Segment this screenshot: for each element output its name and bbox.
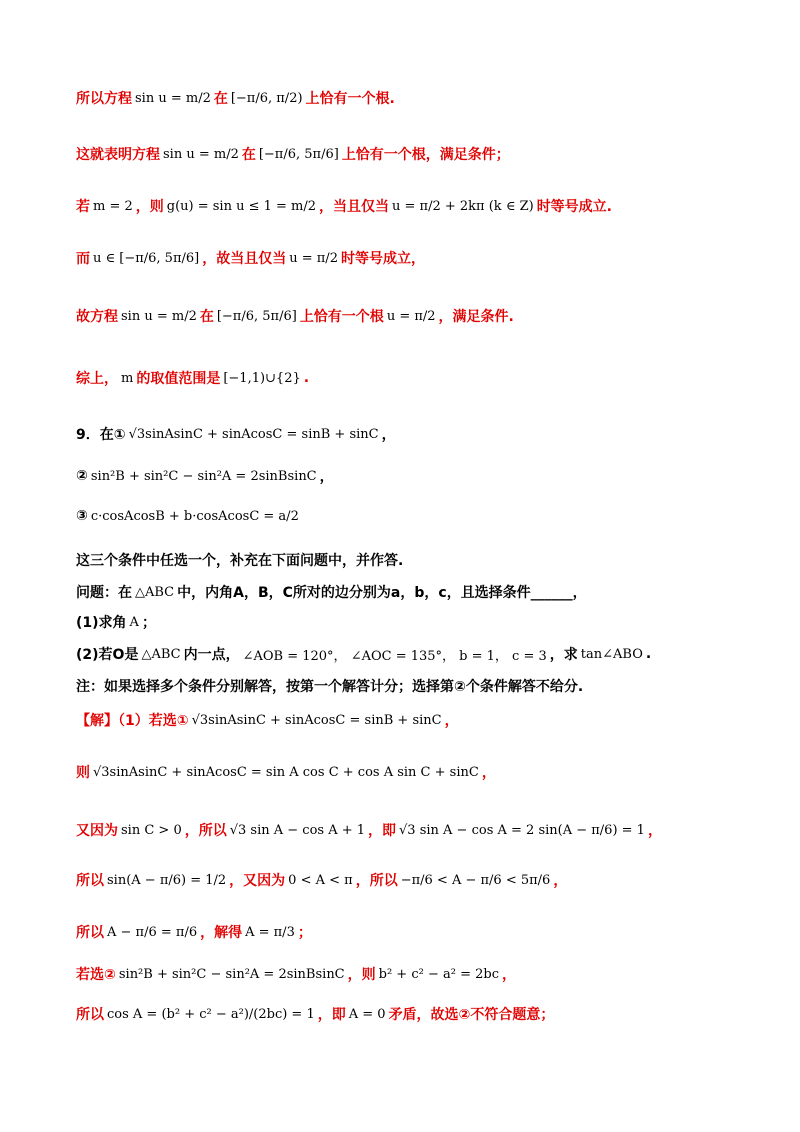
math-expression: [−1,1)∪{2} <box>223 370 301 386</box>
solution-line <box>76 762 496 782</box>
line-text: 在 <box>213 91 228 107</box>
line-text: ，则 <box>347 967 376 983</box>
line-text: ，则 <box>135 199 164 215</box>
math-expression: A = 0 <box>348 1006 386 1022</box>
line-text: ，满足条件. <box>438 309 514 325</box>
line-text: 9．在① <box>76 427 126 443</box>
line-text: 注：如果选择多个条件分别解答，按第一个解答计分；选择第②个条件解答不给分. <box>76 679 584 695</box>
math-expression: A <box>129 614 139 630</box>
math-expression: m <box>121 370 134 386</box>
line-text: . <box>645 646 652 662</box>
question-line <box>76 424 396 444</box>
line-text: 又因为 <box>76 823 118 839</box>
line-text: ，又因为 <box>229 873 286 889</box>
line-text: 若选② <box>76 967 116 983</box>
line-text: ，即 <box>317 1007 346 1023</box>
line-text: 而 <box>76 251 90 267</box>
solution-line <box>76 820 662 840</box>
solution-line <box>76 1004 554 1024</box>
math-expression: tan∠ABO <box>580 646 643 662</box>
math-expression: sin²B + sin²C − sin²A = 2sinBsinC <box>118 966 345 982</box>
line-text: ，解得 <box>200 925 243 941</box>
math-expression: △ABC <box>135 584 175 600</box>
question-line <box>76 612 156 632</box>
math-expression: √3 sin A − cos A + 1 <box>229 822 366 838</box>
text-line <box>76 306 514 326</box>
math-expression: u = π/2 <box>386 308 436 324</box>
line-text: ， <box>481 765 496 781</box>
line-text: 在 <box>199 309 214 325</box>
text-line <box>76 248 425 268</box>
line-text: (2)若O是 <box>76 647 139 663</box>
line-text: ， <box>444 713 459 729</box>
math-expression: sin(A − π/6) = 1/2 <box>107 872 227 888</box>
math-expression: u = π/2 + 2kπ (k ∈ Z) <box>392 198 534 214</box>
math-expression: cos A = (b² + c² − a²)/(2bc) = 1 <box>107 1006 315 1022</box>
math-expression: b² + c² − a² = 2bc <box>378 966 499 982</box>
line-text: 则 <box>76 765 90 781</box>
solution-line <box>76 710 459 730</box>
line-text: 问题：在 <box>76 585 132 601</box>
line-text: ，所以 <box>355 873 398 889</box>
line-text: 在 <box>241 147 256 163</box>
line-text: 【解】（1）若选① <box>76 713 189 729</box>
text-line <box>76 88 395 108</box>
question-line <box>76 550 403 570</box>
line-text: 上恰有一个根，满足条件； <box>341 147 510 163</box>
line-text: ， <box>647 823 662 839</box>
line-text: 所以 <box>76 873 104 889</box>
math-expression: √3 sin A − cos A = 2 sin(A − π/6) = 1 <box>399 822 645 838</box>
solution-line <box>76 922 312 942</box>
question-line <box>76 466 334 486</box>
line-text: ， <box>553 873 568 889</box>
solution-line <box>76 870 567 890</box>
math-expression: [−π/6, π/2) <box>230 90 303 106</box>
math-expression: sin u = m/2 <box>135 90 211 106</box>
text-line <box>76 368 309 388</box>
math-expression: c·cosAcosB + b·cosAcosC = a/2 <box>90 508 299 524</box>
question-line <box>76 644 651 664</box>
math-expression: [−π/6, 5π/6] <box>258 146 339 162</box>
text-line <box>76 144 510 164</box>
math-expression: A − π/6 = π/6 <box>107 924 198 940</box>
question-line <box>76 508 302 524</box>
line-text: 若 <box>76 199 90 215</box>
math-expression: u ∈ [−π/6, 5π/6] <box>93 250 200 266</box>
math-expression: sin u = m/2 <box>121 308 197 324</box>
math-expression: [−π/6, 5π/6] <box>216 308 297 324</box>
line-text: ， <box>381 427 396 443</box>
line-text: ，故当且仅当 <box>202 251 287 267</box>
math-expression: −π/6 < A − π/6 < 5π/6 <box>400 872 551 888</box>
line-text: 的取值范围是 <box>136 371 221 387</box>
line-text: ； <box>141 615 156 631</box>
line-text: 上恰有一个根. <box>305 91 395 107</box>
line-text: ② <box>76 468 88 484</box>
question-line <box>76 676 583 696</box>
line-text: 所以 <box>76 925 104 941</box>
math-expression: √3sinAsinC + sinAcosC = sin A cos C + cos A sin C + sinC <box>93 764 479 780</box>
math-expression: g(u) = sin u ≤ 1 = m/2 <box>166 198 317 214</box>
line-text: ③ <box>76 508 88 524</box>
math-expression: ∠AOB = 120°， ∠AOC = 135°， b = 1， c = 3 <box>242 648 547 664</box>
line-text: 综上， <box>76 371 118 387</box>
line-text: ， <box>501 967 516 983</box>
line-text: 这就表明方程 <box>76 147 160 163</box>
math-expression: A = π/3 <box>245 924 295 940</box>
line-text: 内一点， <box>183 647 240 663</box>
text-line <box>76 196 612 216</box>
line-text: 所以 <box>76 1007 104 1023</box>
line-text: ，所以 <box>184 823 227 839</box>
math-expression: sin²B + sin²C − sin²A = 2sinBsinC <box>90 468 317 484</box>
line-text: (1)求角 <box>76 615 127 631</box>
line-text: 故方程 <box>76 309 118 325</box>
math-expression: u = π/2 <box>289 250 338 266</box>
line-text: 时等号成立. <box>536 199 613 215</box>
solution-line <box>76 964 516 984</box>
line-text: ， <box>319 469 334 485</box>
math-expression: sin C > 0 <box>121 822 182 838</box>
math-expression: △ABC <box>141 646 181 662</box>
line-text: 时等号成立， <box>340 251 425 267</box>
math-expression: sin u = m/2 <box>163 146 239 162</box>
line-text: 上恰有一个根 <box>299 309 384 325</box>
line-text: 矛盾，故选②不符合题意； <box>388 1007 555 1023</box>
math-expression: m = 2 <box>93 198 133 214</box>
line-text: 中，内角A，B，C所对的边分别为a，b，c，且选择条件______， <box>177 585 587 601</box>
line-text: . <box>303 370 310 386</box>
math-expression: 0 < A < π <box>288 872 353 888</box>
math-expression: √3sinAsinC + sinAcosC = sinB + sinC <box>128 426 379 442</box>
line-text: ，求 <box>549 647 578 663</box>
math-expression: √3sinAsinC + sinAcosC = sinB + sinC <box>191 712 442 728</box>
line-text: ； <box>297 925 312 941</box>
line-text: ，即 <box>368 823 397 839</box>
line-text: 所以方程 <box>76 91 132 107</box>
line-text: ，当且仅当 <box>319 199 390 215</box>
question-line <box>76 582 587 602</box>
line-text: 这三个条件中任选一个，补充在下面问题中，并作答. <box>76 553 404 569</box>
